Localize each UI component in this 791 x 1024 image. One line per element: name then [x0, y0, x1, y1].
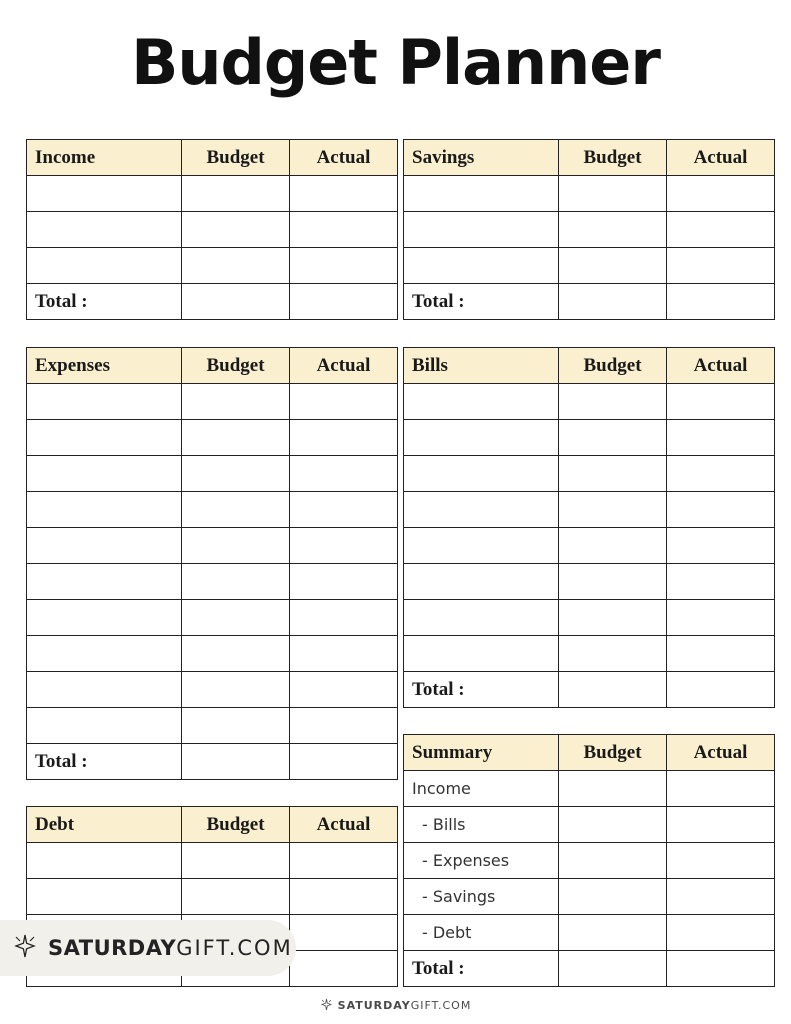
expenses-actual-cell[interactable] — [290, 672, 398, 708]
expenses-name-cell[interactable] — [27, 600, 182, 636]
bills-name-cell[interactable] — [404, 492, 559, 528]
debt-budget-cell[interactable] — [182, 879, 290, 915]
watermark-domain: GIFT.COM — [176, 936, 293, 960]
summary-actual-cell[interactable] — [667, 879, 775, 915]
summary-actual-cell[interactable] — [667, 771, 775, 807]
debt-actual-cell[interactable] — [290, 951, 398, 987]
table-row — [404, 879, 775, 915]
table-row — [27, 528, 398, 564]
table-row — [404, 492, 775, 528]
sparkle-icon — [12, 933, 38, 964]
summary-total-label: Total : — [404, 951, 559, 987]
expenses-name-cell[interactable] — [27, 456, 182, 492]
savings-budget-cell[interactable] — [559, 248, 667, 284]
savings-name-cell[interactable] — [404, 248, 559, 284]
table-total-row — [27, 744, 398, 780]
savings-name-cell[interactable] — [404, 212, 559, 248]
bills-budget-cell[interactable] — [559, 636, 667, 672]
table-row — [404, 807, 775, 843]
watermark-badge — [0, 920, 296, 976]
savings-total-budget-cell[interactable] — [559, 284, 667, 320]
summary-row-label: - Expenses — [404, 843, 559, 879]
expenses-name-cell[interactable] — [27, 564, 182, 600]
bills-name-cell[interactable] — [404, 528, 559, 564]
bills-budget-cell[interactable] — [559, 492, 667, 528]
table-row — [404, 636, 775, 672]
summary-budget-cell[interactable] — [559, 915, 667, 951]
bills-name-cell[interactable] — [404, 636, 559, 672]
savings-table — [403, 139, 775, 320]
expenses-actual-cell[interactable] — [290, 420, 398, 456]
summary-row-label: - Debt — [404, 915, 559, 951]
debt-name-cell[interactable] — [27, 879, 182, 915]
debt-actual-cell[interactable] — [290, 915, 398, 951]
budget-header: Budget — [559, 735, 667, 771]
summary-total-actual-cell[interactable] — [667, 951, 775, 987]
income-budget-cell[interactable] — [182, 212, 290, 248]
watermark-brand: SATURDAY — [48, 936, 177, 960]
expenses-actual-cell[interactable] — [290, 564, 398, 600]
bills-budget-cell[interactable] — [559, 600, 667, 636]
expenses-name-cell[interactable] — [27, 492, 182, 528]
table-row — [404, 528, 775, 564]
table-row — [27, 600, 398, 636]
savings-actual-cell[interactable] — [667, 176, 775, 212]
expenses-header: Expenses — [27, 348, 182, 384]
savings-budget-cell[interactable] — [559, 212, 667, 248]
savings-budget-cell[interactable] — [559, 176, 667, 212]
actual-header: Actual — [290, 140, 398, 176]
summary-budget-cell[interactable] — [559, 843, 667, 879]
table-total-row — [404, 672, 775, 708]
table-row — [27, 176, 398, 212]
expenses-table — [26, 347, 398, 780]
actual-header: Actual — [667, 140, 775, 176]
budget-header: Budget — [559, 140, 667, 176]
bills-total-actual-cell[interactable] — [667, 672, 775, 708]
income-table — [26, 139, 398, 320]
bills-name-cell[interactable] — [404, 600, 559, 636]
summary-actual-cell[interactable] — [667, 843, 775, 879]
table-header-row — [404, 348, 775, 384]
footer-branding — [0, 998, 791, 1014]
table-row — [27, 248, 398, 284]
summary-total-budget-cell[interactable] — [559, 951, 667, 987]
savings-name-cell[interactable] — [404, 176, 559, 212]
expenses-budget-cell[interactable] — [182, 420, 290, 456]
bills-actual-cell[interactable] — [667, 528, 775, 564]
table-row — [404, 384, 775, 420]
budget-header: Budget — [559, 348, 667, 384]
expenses-total-budget-cell[interactable] — [182, 744, 290, 780]
bills-actual-cell[interactable] — [667, 600, 775, 636]
sparkle-icon — [320, 998, 333, 1014]
bills-name-cell[interactable] — [404, 564, 559, 600]
expenses-actual-cell[interactable] — [290, 384, 398, 420]
bills-table — [403, 347, 775, 708]
budget-header: Budget — [182, 140, 290, 176]
expenses-name-cell[interactable] — [27, 672, 182, 708]
table-row — [27, 212, 398, 248]
bills-actual-cell[interactable] — [667, 492, 775, 528]
expenses-name-cell[interactable] — [27, 636, 182, 672]
table-row — [27, 879, 398, 915]
debt-actual-cell[interactable] — [290, 879, 398, 915]
table-row — [27, 636, 398, 672]
expenses-name-cell[interactable] — [27, 708, 182, 744]
debt-header: Debt — [27, 807, 182, 843]
bills-actual-cell[interactable] — [667, 384, 775, 420]
table-row — [27, 564, 398, 600]
income-header: Income — [27, 140, 182, 176]
table-row — [404, 843, 775, 879]
expenses-name-cell[interactable] — [27, 420, 182, 456]
bills-actual-cell[interactable] — [667, 456, 775, 492]
expenses-actual-cell[interactable] — [290, 492, 398, 528]
income-name-cell[interactable] — [27, 248, 182, 284]
table-header-row — [27, 807, 398, 843]
savings-actual-cell[interactable] — [667, 248, 775, 284]
bills-budget-cell[interactable] — [559, 456, 667, 492]
debt-actual-cell[interactable] — [290, 843, 398, 879]
bills-total-budget-cell[interactable] — [559, 672, 667, 708]
savings-total-actual-cell[interactable] — [667, 284, 775, 320]
table-row — [404, 771, 775, 807]
table-row — [27, 843, 398, 879]
income-name-cell[interactable] — [27, 212, 182, 248]
expenses-name-cell[interactable] — [27, 384, 182, 420]
debt-name-cell[interactable] — [27, 843, 182, 879]
actual-header: Actual — [667, 735, 775, 771]
expenses-budget-cell[interactable] — [182, 636, 290, 672]
income-actual-cell[interactable] — [290, 212, 398, 248]
table-header-row — [27, 348, 398, 384]
bills-actual-cell[interactable] — [667, 636, 775, 672]
expenses-name-cell[interactable] — [27, 528, 182, 564]
table-total-row — [404, 284, 775, 320]
actual-header: Actual — [667, 348, 775, 384]
summary-row-label: Income — [404, 771, 559, 807]
expenses-budget-cell[interactable] — [182, 384, 290, 420]
expenses-budget-cell[interactable] — [182, 564, 290, 600]
bills-actual-cell[interactable] — [667, 420, 775, 456]
income-budget-cell[interactable] — [182, 176, 290, 212]
bills-budget-cell[interactable] — [559, 384, 667, 420]
table-row — [27, 420, 398, 456]
table-row — [27, 492, 398, 528]
expenses-budget-cell[interactable] — [182, 492, 290, 528]
bills-budget-cell[interactable] — [559, 564, 667, 600]
income-total-actual-cell[interactable] — [290, 284, 398, 320]
bills-actual-cell[interactable] — [667, 564, 775, 600]
table-row — [404, 600, 775, 636]
footer-domain: GIFT.COM — [410, 999, 472, 1012]
summary-actual-cell[interactable] — [667, 915, 775, 951]
actual-header: Actual — [290, 348, 398, 384]
bills-budget-cell[interactable] — [559, 420, 667, 456]
expenses-budget-cell[interactable] — [182, 672, 290, 708]
page-title: Budget Planner — [131, 26, 660, 99]
bills-name-cell[interactable] — [404, 456, 559, 492]
table-total-row — [404, 951, 775, 987]
income-name-cell[interactable] — [27, 176, 182, 212]
bills-budget-cell[interactable] — [559, 528, 667, 564]
debt-budget-cell[interactable] — [182, 843, 290, 879]
table-header-row — [404, 735, 775, 771]
table-row — [27, 384, 398, 420]
footer-brand: SATURDAY — [337, 999, 411, 1012]
summary-row-label: - Savings — [404, 879, 559, 915]
income-actual-cell[interactable] — [290, 248, 398, 284]
table-row — [27, 708, 398, 744]
table-row — [404, 456, 775, 492]
expenses-actual-cell[interactable] — [290, 708, 398, 744]
table-row — [404, 176, 775, 212]
table-row — [404, 420, 775, 456]
budget-header: Budget — [182, 807, 290, 843]
expenses-actual-cell[interactable] — [290, 636, 398, 672]
expenses-total-actual-cell[interactable] — [290, 744, 398, 780]
summary-table — [403, 734, 775, 987]
expenses-actual-cell[interactable] — [290, 528, 398, 564]
table-row — [404, 212, 775, 248]
summary-actual-cell[interactable] — [667, 807, 775, 843]
bills-name-cell[interactable] — [404, 384, 559, 420]
expenses-actual-cell[interactable] — [290, 456, 398, 492]
expenses-actual-cell[interactable] — [290, 600, 398, 636]
actual-header: Actual — [290, 807, 398, 843]
income-total-label: Total : — [27, 284, 182, 320]
income-actual-cell[interactable] — [290, 176, 398, 212]
table-row — [404, 248, 775, 284]
summary-budget-cell[interactable] — [559, 879, 667, 915]
table-row — [404, 915, 775, 951]
bills-header: Bills — [404, 348, 559, 384]
table-header-row — [404, 140, 775, 176]
expenses-budget-cell[interactable] — [182, 528, 290, 564]
watermark-text — [48, 936, 293, 960]
summary-row-label: - Bills — [404, 807, 559, 843]
expenses-total-label: Total : — [27, 744, 182, 780]
income-total-budget-cell[interactable] — [182, 284, 290, 320]
table-total-row — [27, 284, 398, 320]
summary-header: Summary — [404, 735, 559, 771]
budget-header: Budget — [182, 348, 290, 384]
savings-total-label: Total : — [404, 284, 559, 320]
table-row — [404, 564, 775, 600]
expenses-budget-cell[interactable] — [182, 708, 290, 744]
savings-header: Savings — [404, 140, 559, 176]
table-header-row — [27, 140, 398, 176]
table-row — [27, 456, 398, 492]
bills-total-label: Total : — [404, 672, 559, 708]
expenses-budget-cell[interactable] — [182, 456, 290, 492]
summary-budget-cell[interactable] — [559, 771, 667, 807]
summary-budget-cell[interactable] — [559, 807, 667, 843]
expenses-budget-cell[interactable] — [182, 600, 290, 636]
table-row — [27, 672, 398, 708]
savings-actual-cell[interactable] — [667, 212, 775, 248]
bills-name-cell[interactable] — [404, 420, 559, 456]
income-budget-cell[interactable] — [182, 248, 290, 284]
